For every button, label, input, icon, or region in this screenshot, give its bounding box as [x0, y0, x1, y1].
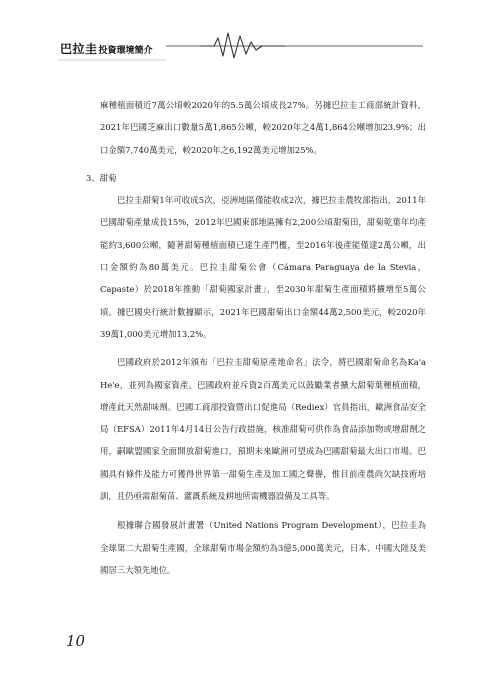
paragraph-stevia-policy: 巴國政府於2012年頒布「巴拉圭甜菊原產地命名」法令，將巴國甜菊命名為Ka'a He'e，並列為國家資產。巴國政府並斥資2百萬美元以鼓勵業者擴大甜菊葉種植面積，增產此天然甜味劑。巴國工商部投資暨出口促進局（Rediex）官員指出，歐洲食品安全局（EFSA）2011年4月14日公告行政措施，核准甜菊可供作為食品添加物或增甜劑之用，嗣歐盟國家全面開放甜菊進口，預期未來歐洲可望成為巴國甜菊最大出口市場。巴國具有條件及能力可獲得世界第一甜菊生產及加工國之聲譽，惟目前產農尚欠缺技術培訓，且仍亟需甜菊苗、灌溉系統及耕地所需機器設備及工具等。	[100, 357, 426, 502]
header-title-sub: 投資環境簡介	[98, 46, 153, 56]
page-header	[0, 0, 480, 72]
header-title-main: 巴拉圭	[60, 42, 98, 56]
header-title	[60, 40, 153, 56]
paragraph-stevia-market: 根據聯合國發展計畫署（United Nations Program Development），巴拉圭為全球第二大甜菊生產國，全球甜菊市場金額約為3億5,000萬美元，日本、中國大陸及美國居三大領先地位。	[100, 520, 426, 575]
heartbeat-line-icon	[200, 33, 285, 58]
page-number: 10	[66, 632, 86, 650]
body-text	[86, 94, 426, 581]
section-heading-stevia: 3、甜菊	[86, 172, 117, 183]
paragraph-stevia-production: 巴拉圭甜菊1年可收成5次，亞洲地區僅能收成2次，據巴拉圭農牧部指出，2011年巴國甜菊產量成長15%，2012年巴國東部地區擁有2,200公頃甜菊田，甜菊乾葉年均產能約3,600公噸，隨著甜菊種植面積已達生產門檻，至2016年後產能僅達2萬公噸，出口金額約為80萬美元。巴拉圭甜菊公會（Cámara Paraguaya de la Stevia，Capaste）於2018年推動「甜菊國家計畫」，至2030年甜菊生產面積將擴增至5萬公頃。據巴國央行統計數據顯示，2021年巴國甜菊出口金額44萬2,500美元，較2020年39萬1,000美元增加13.2%。	[100, 195, 426, 339]
paragraph-sesame: 麻種植面積近7萬公頃較2020年的5.5萬公頃成長27%。另據巴拉圭工商部統計資料，2021年巴國芝麻出口數量5萬1,865公噸，較2020年之4萬1,864公噸增加23.9%；出口金額7,740萬美元，較2020年之6,192萬美元增加25%。	[100, 100, 426, 155]
header-decoration	[0, 0, 480, 72]
